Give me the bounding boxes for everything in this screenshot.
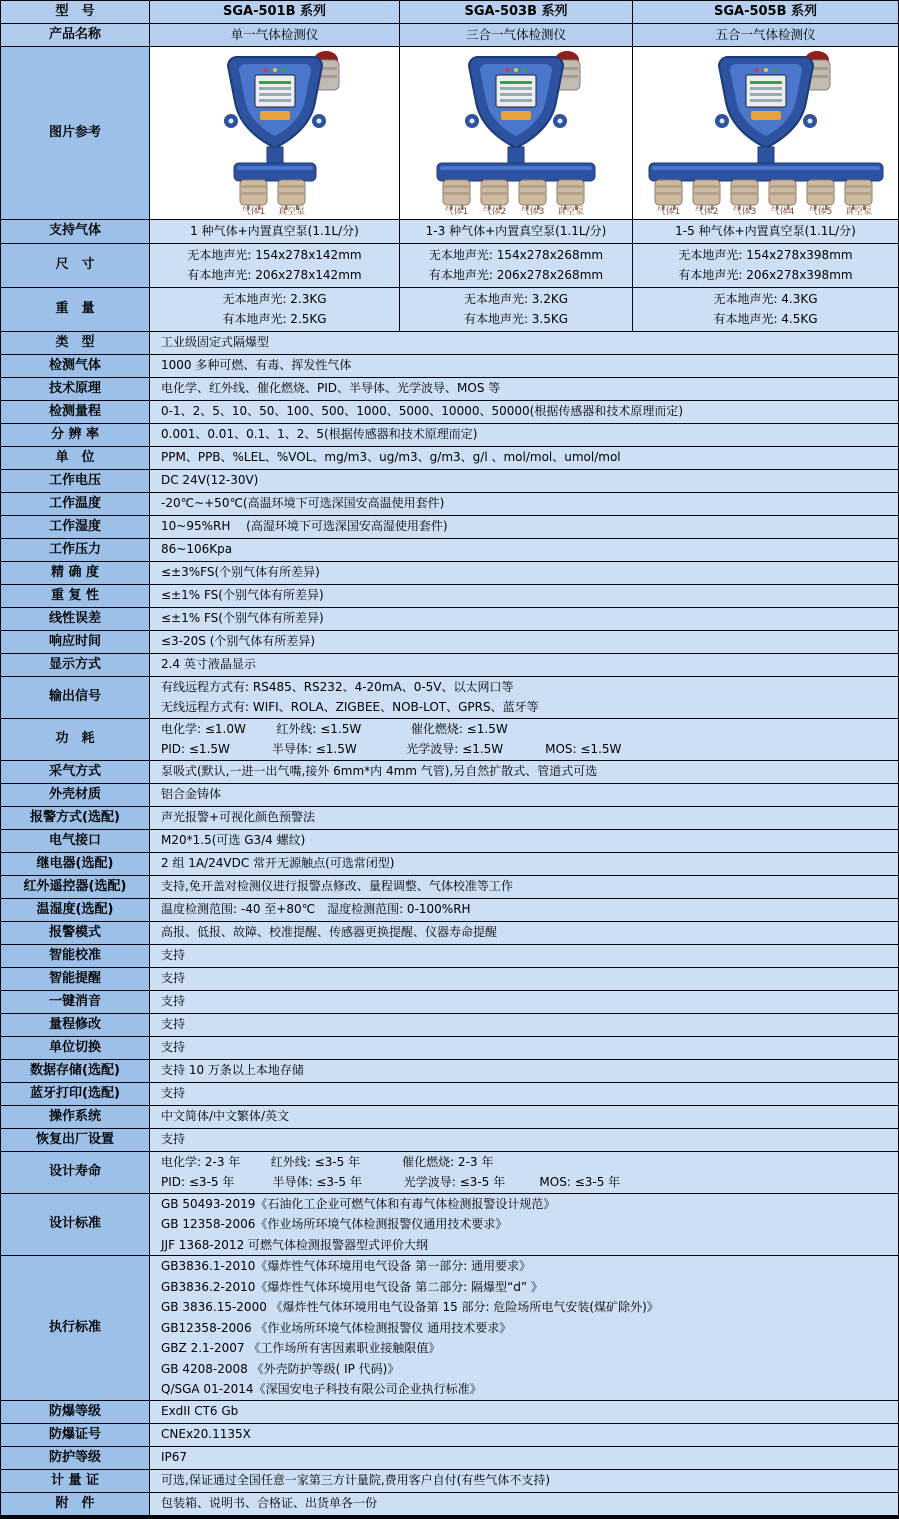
spec-value — [149, 761, 898, 783]
spec-line: 10~95%RH (高湿环境下可选深国安高湿使用套件) — [161, 519, 448, 534]
spec-value — [149, 1014, 898, 1036]
spec-line: 电化学: ≤1.0W 红外线: ≤1.5W 催化燃烧: ≤1.5W — [161, 721, 508, 736]
spec-line: ≤±1% FS(个别气体有所差异) — [161, 611, 324, 626]
spec-value — [149, 1401, 898, 1423]
button-strip — [501, 111, 531, 120]
spec-row — [1, 1470, 898, 1493]
spec-label: 检测气体 — [1, 355, 149, 377]
spec-line: DC 24V(12-30V) — [161, 473, 259, 488]
spec-label: 单 位 — [1, 447, 149, 469]
spec-label: 温湿度(选配) — [1, 899, 149, 921]
spec-row — [1, 853, 898, 876]
spec-value — [149, 945, 898, 967]
spec-label: 采气方式 — [1, 761, 149, 783]
spec-value — [149, 1152, 898, 1193]
spec-line: GBZ 2.1-2007 《工作场所有害因素职业接触限值》 — [161, 1341, 441, 1355]
product-name-single: 单一气体检测仪 — [230, 27, 319, 42]
spec-row — [1, 1083, 898, 1106]
spec-line: ≤±1% FS(个别气体有所差异) — [161, 588, 324, 603]
spec-row — [1, 493, 898, 516]
spec-row — [1, 585, 898, 608]
spec-row — [1, 1037, 898, 1060]
spec-row — [1, 220, 898, 244]
spec-label: 操作系统 — [1, 1106, 149, 1128]
spec-line: GB 12358-2006《作业场所环境气体检测报警仪通用技术要求》 — [161, 1217, 508, 1231]
image-reference-row — [1, 47, 898, 220]
spec-value — [149, 991, 898, 1013]
spec-line: 高报、低报、故障、校准提醒、传感器更换提醒、仪器寿命提醒 — [161, 925, 498, 940]
spec-line: 温度检测范围: -40 至+80℃ 湿度检测范围: 0-100%RH — [161, 902, 471, 917]
product-image-cell — [149, 47, 399, 219]
spec-line: GB 50493-2019《石油化工企业可燃气体和有毒气体检测报警设计规范》 — [161, 1196, 556, 1211]
spec-line: 无本地声光: 154x278x398mm — [678, 247, 853, 262]
spec-row — [1, 332, 898, 355]
spec-row — [1, 355, 898, 378]
spec-row — [1, 876, 898, 899]
sensor-label: 真空泵 — [556, 207, 585, 215]
sensor-label: 气体1 — [656, 207, 680, 215]
spec-label: 一键消音 — [1, 991, 149, 1013]
spec-row — [1, 1447, 898, 1470]
spec-line: ≤3-20S (个别气体有所差异) — [161, 634, 316, 649]
spec-line: GB 4208-2008 《外壳防护等级( IP 代码)》 — [161, 1361, 400, 1376]
spec-line: 支持 10 万条以上本地存储 — [161, 1063, 304, 1078]
sensor-label: 气体1 — [241, 207, 265, 215]
spec-line: 包装箱、说明书、合格证、出货单各一份 — [161, 1496, 378, 1511]
status-led-icon — [755, 68, 759, 72]
spec-value — [149, 1493, 898, 1515]
spec-label: 重 量 — [1, 288, 149, 331]
gas-detector-illustration — [637, 47, 895, 215]
status-led-icon — [514, 68, 518, 72]
spec-value — [149, 853, 898, 875]
spec-line: GB3836.1-2010《爆炸性气体环境用电气设备 第一部分: 通用要求》 — [161, 1259, 532, 1273]
spec-label: 检测量程 — [1, 401, 149, 423]
spec-row — [1, 677, 898, 719]
spec-row — [1, 991, 898, 1014]
spec-label: 类 型 — [1, 332, 149, 354]
spec-row — [1, 1256, 898, 1401]
spec-line: GB12358-2006 《作业场所环境气体检测报警仪 通用技术要求》 — [161, 1320, 512, 1335]
spec-label: 显示方式 — [1, 654, 149, 676]
spec-line: PPM、PPB、%LEL、%VOL、mg/m3、ug/m3、g/m3、g/l 、mol/mol、umol/mol — [161, 450, 621, 465]
spec-value — [149, 631, 898, 653]
spec-line: 无本地声光: 4.3KG — [713, 291, 818, 306]
manifold-bar — [437, 163, 595, 181]
spec-row — [1, 424, 898, 447]
spec-label: 数据存储(选配) — [1, 1060, 149, 1082]
spec-row — [1, 539, 898, 562]
spec-line: M20*1.5(可选 G3/4 螺纹) — [161, 833, 306, 848]
spec-line: 中文简体/中文繁体/英文 — [161, 1109, 290, 1124]
spec-line: CNEx20.1135X — [161, 1427, 251, 1442]
spec-label: 恢复出厂设置 — [1, 1129, 149, 1151]
spec-row — [1, 1401, 898, 1424]
spec-label: 红外遥控器(选配) — [1, 876, 149, 898]
spec-value — [149, 830, 898, 852]
spec-row — [1, 608, 898, 631]
spec-label: 响应时间 — [1, 631, 149, 653]
spec-line: Q/SGA 01-2014《深国安电子科技有限公司企业执行标准》 — [161, 1382, 482, 1396]
spec-row — [1, 968, 898, 991]
spec-row — [1, 654, 898, 677]
spec-line: 1-5 种气体+内置真空泵(1.1L/分) — [675, 224, 856, 238]
spec-label: 技术原理 — [1, 378, 149, 400]
spec-label: 功 耗 — [1, 719, 149, 760]
spec-label: 精 确 度 — [1, 562, 149, 584]
spec-label: 线性误差 — [1, 608, 149, 630]
spec-label: 计 量 证 — [1, 1470, 149, 1492]
spec-line: 无本地声光: 3.2KG — [463, 291, 569, 306]
spec-label: 防爆等级 — [1, 1401, 149, 1423]
spec-line: ExdII CT6 Gb — [161, 1404, 239, 1419]
sensor-label: 真空泵 — [844, 207, 872, 215]
spec-line: 2.4 英寸液晶显示 — [161, 657, 256, 672]
spec-label: 智能提醒 — [1, 968, 149, 990]
spec-row — [1, 761, 898, 784]
spec-row — [1, 1129, 898, 1152]
sensor-label: 气体2 — [482, 207, 507, 215]
spec-value — [149, 288, 399, 331]
spec-row — [1, 807, 898, 830]
status-led-icon — [264, 68, 268, 72]
spec-value — [632, 244, 898, 287]
image-row-label: 图片参考 — [1, 47, 149, 219]
spec-line: 工业级固定式隔爆型 — [161, 335, 270, 350]
spec-label: 电气接口 — [1, 830, 149, 852]
spec-line: 支持 — [161, 948, 186, 963]
spec-value — [149, 608, 898, 630]
spec-label: 工作压力 — [1, 539, 149, 561]
spec-value — [149, 1256, 898, 1400]
spec-label: 工作电压 — [1, 470, 149, 492]
button-strip — [751, 111, 781, 120]
spec-label: 输出信号 — [1, 677, 149, 718]
spec-line: 无本地声光: 154x278x142mm — [187, 247, 362, 262]
spec-value — [149, 719, 898, 760]
spec-value — [399, 244, 632, 287]
spec-value — [149, 539, 898, 561]
spec-label: 继电器(选配) — [1, 853, 149, 875]
status-led-icon — [764, 68, 768, 72]
spec-line: 2 组 1A/24VDC 常开无源触点(可选常闭型) — [161, 856, 395, 871]
product-name-3in1: 三合一气体检测仪 — [465, 27, 566, 42]
spec-line: 电化学: 2-3 年 红外线: ≤3-5 年 催化燃烧: 2-3 年 — [161, 1154, 494, 1169]
spec-value — [149, 516, 898, 538]
model-header-row — [1, 1, 898, 24]
model-name-sga501b: SGA-501B 系列 — [222, 4, 327, 19]
spec-label: 报警方式(选配) — [1, 807, 149, 829]
spec-value — [399, 220, 632, 243]
spec-row — [1, 401, 898, 424]
product-image-cell — [399, 47, 632, 219]
spec-label: 智能校准 — [1, 945, 149, 967]
spec-line: 支持 — [161, 971, 186, 986]
spec-line: 铝合金铸体 — [161, 787, 222, 802]
model-name-sga505b: SGA-505B 系列 — [713, 4, 818, 19]
spec-label: 工作温度 — [1, 493, 149, 515]
sensor-label: 气体1 — [444, 207, 469, 215]
spec-line: 支持 — [161, 1017, 186, 1032]
status-led-icon — [505, 68, 509, 72]
spec-line: PID: ≤3-5 年 半导体: ≤3-5 年 光学波导: ≤3-5 年 MOS: ≤3-5 年 — [161, 1175, 621, 1189]
spec-value — [149, 1424, 898, 1446]
sensor-label: 气体2 — [694, 207, 718, 215]
spec-line: PID: ≤1.5W 半导体: ≤1.5W 光学波导: ≤1.5W MOS: ≤1.5W — [161, 742, 622, 756]
spec-line: 泵吸式(默认,一进一出气嘴,接外 6mm*内 4mm 气管),另自然扩散式、管道式可选 — [161, 764, 598, 779]
spec-line: 有本地声光: 2.5KG — [222, 312, 327, 326]
spec-label: 防爆证号 — [1, 1424, 149, 1446]
spec-value — [149, 585, 898, 607]
spec-line: 无本地声光: 154x278x268mm — [428, 247, 604, 262]
spec-rows-host — [1, 220, 898, 1515]
spec-label: 尺 寸 — [1, 244, 149, 287]
spec-line: 0-1、2、5、10、50、100、500、1000、5000、10000、50000(根据传感器和技术原理而定) — [161, 404, 684, 419]
spec-value — [149, 378, 898, 400]
spec-value — [149, 332, 898, 354]
manifold-bar — [649, 163, 883, 181]
spec-label: 重 复 性 — [1, 585, 149, 607]
spec-label: 外壳材质 — [1, 784, 149, 806]
spec-row — [1, 1106, 898, 1129]
spec-line: -20℃~+50℃(高温环境下可选深国安高温使用套件) — [161, 496, 445, 511]
spec-value — [632, 220, 898, 243]
spec-value — [149, 1037, 898, 1059]
spec-line: 1-3 种气体+内置真空泵(1.1L/分) — [425, 224, 607, 238]
spec-value — [149, 654, 898, 676]
status-led-icon — [282, 68, 286, 72]
spec-label: 蓝牙打印(选配) — [1, 1083, 149, 1105]
spec-line: 1 种气体+内置真空泵(1.1L/分) — [190, 224, 359, 238]
spec-row — [1, 1014, 898, 1037]
spec-row — [1, 1152, 898, 1194]
lcd-screen — [255, 75, 295, 107]
spec-value — [149, 470, 898, 492]
spec-value — [149, 784, 898, 806]
spec-value — [149, 922, 898, 944]
spec-value — [149, 244, 399, 287]
spec-label: 设计标准 — [1, 1194, 149, 1256]
lcd-screen — [496, 75, 536, 107]
spec-line: GB 3836.15-2000 《爆炸性气体环境用电气设备第 15 部分: 危险场所电气安装(煤矿除外)》 — [161, 1300, 659, 1314]
model-name-sga503b: SGA-503B 系列 — [464, 4, 568, 19]
spec-label: 执行标准 — [1, 1256, 149, 1400]
spec-label: 工作湿度 — [1, 516, 149, 538]
spec-row — [1, 830, 898, 853]
spec-label: 支持气体 — [1, 220, 149, 243]
spec-row — [1, 447, 898, 470]
gas-detector-illustration — [425, 47, 607, 215]
spec-line: 86~106Kpa — [161, 542, 233, 557]
spec-row — [1, 784, 898, 807]
sensor-label: 气体5 — [808, 207, 832, 215]
spec-value — [149, 876, 898, 898]
spec-value — [149, 677, 898, 718]
spec-row — [1, 562, 898, 585]
spec-row — [1, 922, 898, 945]
spec-value — [149, 493, 898, 515]
spec-value — [149, 447, 898, 469]
spec-value — [149, 807, 898, 829]
model-row-label: 型 号 — [1, 1, 149, 23]
spec-line: 支持,免开盖对检测仪进行报警点修改、量程调整、气体校准等工作 — [161, 879, 513, 894]
spec-line: ≤±3%FS(个别气体有所差异) — [161, 565, 320, 580]
status-led-icon — [523, 68, 527, 72]
spec-row — [1, 470, 898, 493]
sensor-label: 气体4 — [770, 207, 794, 215]
spec-line: JJF 1368-2012 可燃气体检测报警器型式评价大纲 — [161, 1237, 429, 1252]
spec-line: 无线远程方式有: WIFI、ROLA、ZIGBEE、NOB-LOT、GPRS、蓝牙等 — [161, 700, 539, 714]
spec-row — [1, 516, 898, 539]
spec-line: 支持 — [161, 994, 186, 1009]
spec-row — [1, 1424, 898, 1447]
spec-line: 有本地声光: 206x278x142mm — [187, 268, 362, 282]
spec-row — [1, 1194, 898, 1257]
spec-value — [149, 401, 898, 423]
spec-line: 电化学、红外线、催化燃烧、PID、半导体、光学波导、MOS 等 — [161, 381, 501, 396]
spec-line: 有本地声光: 206x278x398mm — [678, 268, 853, 282]
spec-value — [149, 220, 399, 243]
spec-label: 防护等级 — [1, 1447, 149, 1469]
spec-value — [149, 1194, 898, 1256]
spec-value — [149, 355, 898, 377]
spec-row — [1, 899, 898, 922]
spec-line: IP67 — [161, 1450, 188, 1465]
product-name-5in1: 五合一气体检测仪 — [715, 27, 816, 42]
spec-value — [149, 1106, 898, 1128]
spec-line: 支持 — [161, 1132, 186, 1147]
spec-row — [1, 1060, 898, 1083]
sensor-label: 气体3 — [732, 207, 756, 215]
spec-value — [149, 1083, 898, 1105]
spec-label: 设计寿命 — [1, 1152, 149, 1193]
spec-label: 量程修改 — [1, 1014, 149, 1036]
spec-value — [149, 1129, 898, 1151]
sensor-label: 气体3 — [520, 207, 545, 215]
spec-label: 报警模式 — [1, 922, 149, 944]
spec-value — [149, 1447, 898, 1469]
spec-value — [149, 562, 898, 584]
spec-label: 附 件 — [1, 1493, 149, 1515]
spec-line: 支持 — [161, 1040, 186, 1055]
spec-value — [149, 899, 898, 921]
spec-row — [1, 288, 898, 332]
spec-line: 有线远程方式有: RS485、RS232、4-20mA、0-5V、以太网口等 — [161, 679, 514, 694]
gas-detector-illustration — [199, 47, 351, 215]
spec-value — [632, 288, 898, 331]
spec-value — [149, 968, 898, 990]
spec-line: 1000 多种可燃、有毒、挥发性气体 — [161, 358, 352, 373]
spec-label: 分 辨 率 — [1, 424, 149, 446]
spec-line: 支持 — [161, 1086, 186, 1101]
spec-line: 无本地声光: 2.3KG — [222, 291, 327, 306]
spec-line: 有本地声光: 4.5KG — [713, 312, 818, 326]
spec-row — [1, 244, 898, 288]
spec-line: 有本地声光: 3.5KG — [463, 312, 569, 326]
product-name-label: 产品名称 — [1, 24, 149, 46]
lcd-screen — [746, 75, 786, 107]
spec-value — [149, 1470, 898, 1492]
button-strip — [260, 111, 290, 120]
status-led-icon — [273, 68, 277, 72]
product-name-row — [1, 24, 898, 47]
spec-line: 0.001、0.01、0.1、1、2、5(根据传感器和技术原理而定) — [161, 427, 478, 442]
manifold-bar — [234, 163, 316, 181]
spec-value — [399, 288, 632, 331]
product-image-cell — [632, 47, 898, 219]
spec-value — [149, 1060, 898, 1082]
spec-row — [1, 631, 898, 654]
spec-value — [149, 424, 898, 446]
spec-line: 声光报警+可视化颜色预警法 — [161, 810, 316, 825]
spec-label: 单位切换 — [1, 1037, 149, 1059]
spec-line: 可选,保证通过全国任意一家第三方计量院,费用客户自付(有些气体不支持) — [161, 1473, 550, 1488]
sensor-label: 真空泵 — [277, 207, 305, 215]
spec-row — [1, 945, 898, 968]
status-led-icon — [773, 68, 777, 72]
spec-row — [1, 1493, 898, 1515]
spec-row — [1, 378, 898, 401]
spec-line: GB3836.2-2010《爆炸性气体环境用电气设备 第二部分: 隔爆型“d” 》 — [161, 1279, 543, 1294]
spec-line: 有本地声光: 206x278x268mm — [428, 268, 604, 282]
spec-row — [1, 719, 898, 761]
